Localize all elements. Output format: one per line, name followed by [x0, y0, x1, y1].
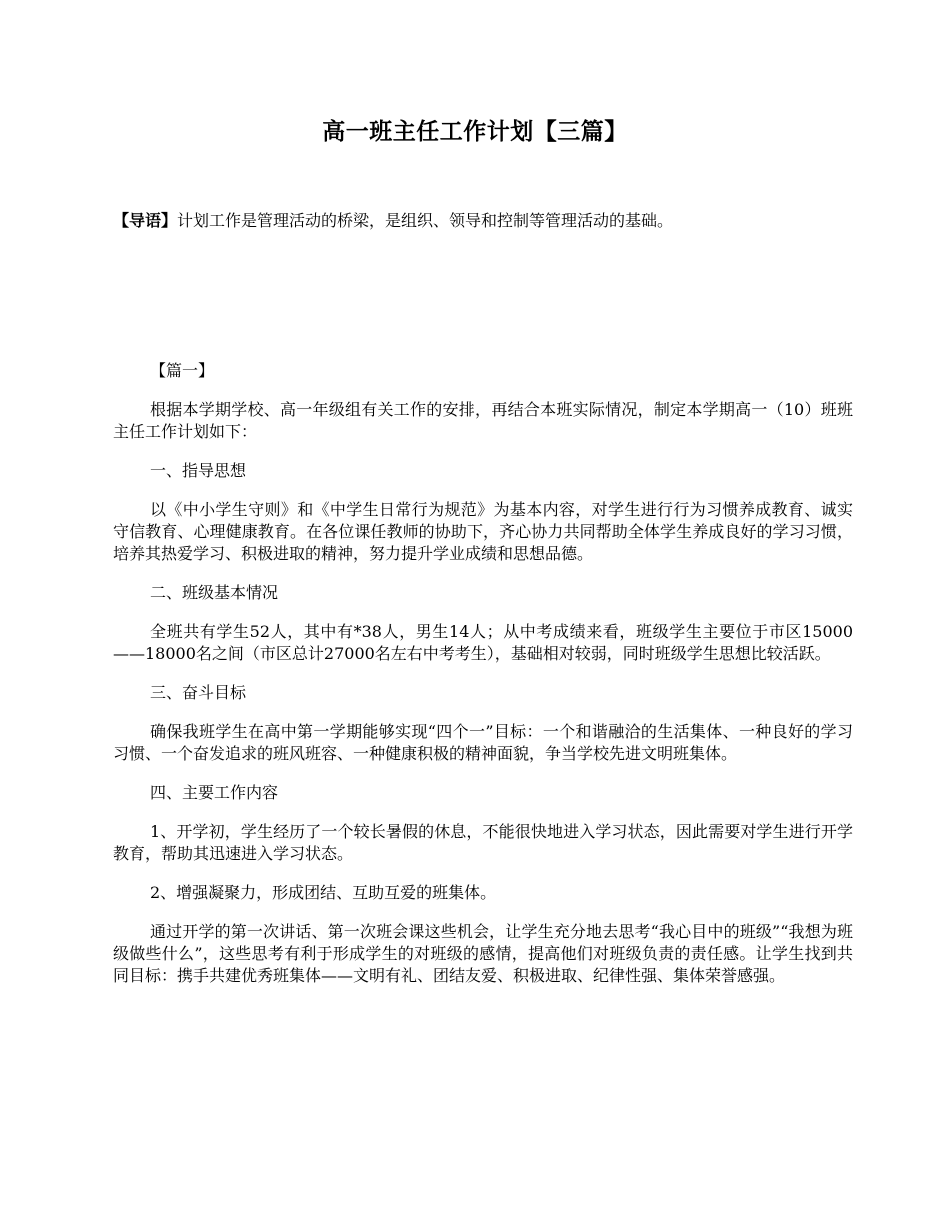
lead-paragraph [113, 210, 853, 232]
lead-label: 【导语】 [113, 211, 178, 230]
section-heading-part-one: 【篇一】 [150, 361, 215, 380]
paragraph-goals: 确保我班学生在高中第一学期能够实现“四个一”目标：一个和谐融洽的生活集体、一种良好的学习习惯、一个奋发追求的班风班容、一种健康积极的精神面貌，争当学校先进文明班集体。 [113, 722, 853, 763]
heading-guiding-ideology: 一、指导思想 [150, 461, 247, 480]
document-title: 高一班主任工作计划【三篇】 [322, 118, 628, 145]
document-body [113, 360, 853, 1004]
heading-main-work: 四、主要工作内容 [150, 783, 279, 802]
paragraph-work-item-2: 2、增强凝聚力，形成团结、互助互爱的班集体。 [150, 883, 497, 902]
paragraph-work-item-1: 1、开学初，学生经历了一个较长暑假的休息，不能很快地进入学习状态，因此需要对学生进行开学教育，帮助其迅速进入学习状态。 [113, 822, 853, 863]
heading-class-situation: 二、班级基本情况 [150, 583, 279, 602]
paragraph-guiding-ideology: 以《中小学生守则》和《中学生日常行为规范》为基本内容，对学生进行行为习惯养成教育、诚实守信教育、心理健康教育。在各位课任教师的协助下，齐心协力共同帮助全体学生养成良好的学习习惯，培养其热爱学习、积极进取的精神，努力提升学业成绩和思想品德。 [113, 500, 853, 563]
paragraph-cohesion: 通过开学的第一次讲话、第一次班会课这些机会，让学生充分地去思考“我心目中的班级”“我想为班级做些什么”，这些思考有利于形成学生的对班级的感情，提高他们对班级负责的责任感。让学生找到共同目标：携手共建优秀班集体——文明有礼、团结友爱、积极进取、纪律性强、集体荣誉感强。 [113, 922, 853, 985]
lead-text: 计划工作是管理活动的桥梁，是组织、领导和控制等管理活动的基础。 [177, 211, 674, 230]
paragraph-class-situation: 全班共有学生52人，其中有*38人，男生14人；从中考成绩来看，班级学生主要位于市区15000——18000名之间（市区总计27000名左右中考考生），基础相对较弱，同时班级学生思想比较活跃。 [113, 622, 853, 663]
heading-goals: 三、奋斗目标 [150, 683, 247, 702]
intro-paragraph: 根据本学期学校、高一年级组有关工作的安排，再结合本班实际情况，制定本学期高一（10）班班主任工作计划如下： [113, 400, 853, 441]
